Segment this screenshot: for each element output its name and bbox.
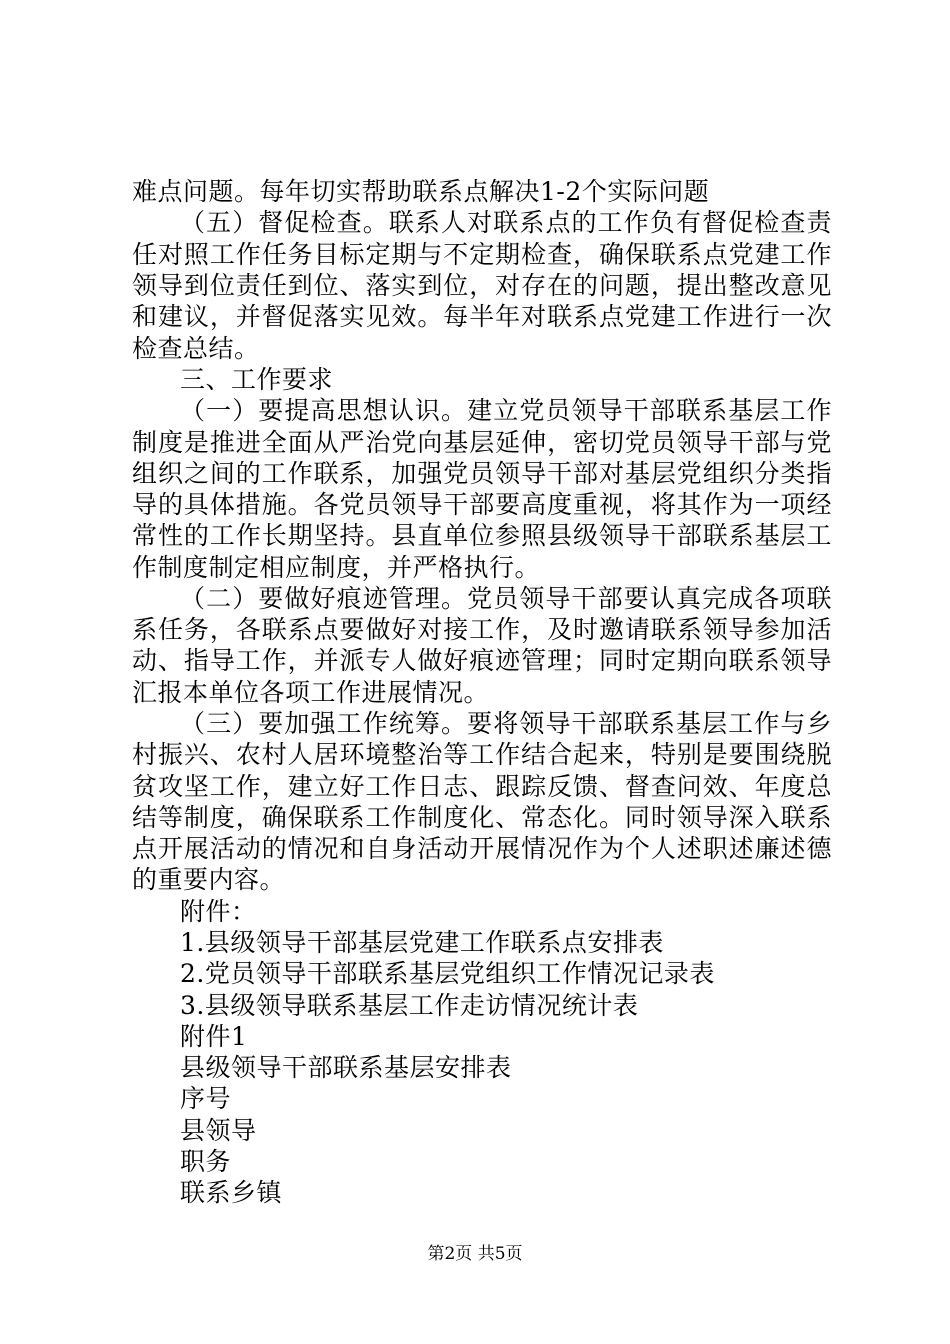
table-header-cell: 联系乡镇 xyxy=(180,1178,283,1207)
text-line: 和建议，并督促落实见效。每半年对联系点党建工作进行一次 xyxy=(132,302,832,331)
text-line: 作制度制定相应制度，并严格执行。 xyxy=(132,553,541,582)
attachment-item: 2.党员领导干部联系基层党组织工作情况记录表 xyxy=(180,959,715,988)
table-header-cell: 序号 xyxy=(180,1084,232,1113)
text-line: （二）要做好痕迹管理。党员领导干部要认真完成各项联 xyxy=(180,584,832,613)
text-line: 领导到位责任到位、落实到位，对存在的问题，提出整改意见 xyxy=(132,271,832,300)
attachment-item: 1.县级领导干部基层党建工作联系点安排表 xyxy=(180,928,664,957)
text-line: 点开展活动的情况和自身活动开展情况作为个人述职述廉述德 xyxy=(132,834,832,863)
text-line: 动、指导工作，并派专人做好痕迹管理；同时定期向联系领导 xyxy=(132,646,832,675)
text-line: 组织之间的工作联系，加强党员领导干部对基层党组织分类指 xyxy=(132,459,832,488)
text-line: 任对照工作任务目标定期与不定期检查，确保联系点党建工作 xyxy=(132,240,832,269)
text-line: 结等制度，确保联系工作制度化、常态化。同时领导深入联系 xyxy=(132,803,832,832)
table-header-cell: 职务 xyxy=(180,1147,232,1176)
text-line: （五）督促检查。联系人对联系点的工作负有督促检查责 xyxy=(180,208,832,237)
text-line: 常性的工作长期坚持。县直单位参照县级领导干部联系基层工 xyxy=(132,521,832,550)
text-line: 制度是推进全面从严治党向基层延伸，密切党员领导干部与党 xyxy=(132,428,832,457)
text-line: 难点问题。每年切实帮助联系点解决1-2个实际问题 xyxy=(132,177,710,206)
table-header-cell: 县领导 xyxy=(180,1116,257,1145)
text-line: 汇报本单位各项工作进展情况。 xyxy=(132,678,490,707)
attachment-label: 附件： xyxy=(180,897,257,926)
text-line: 的重要内容。 xyxy=(132,865,286,894)
text-line: （三）要加强工作统筹。要将领导干部联系基层工作与乡 xyxy=(180,709,832,738)
attachment-heading: 附件1 xyxy=(180,1022,248,1051)
text-line: 导的具体措施。各党员领导干部要高度重视，将其作为一项经 xyxy=(132,490,832,519)
attachment-item: 3.县级领导联系基层工作走访情况统计表 xyxy=(180,991,639,1020)
text-line: 村振兴、农村人居环境整治等工作结合起来，特别是要围绕脱 xyxy=(132,740,832,769)
text-line: 贫攻坚工作，建立好工作日志、跟踪反馈、督查问效、年度总 xyxy=(132,772,832,801)
text-line: （一）要提高思想认识。建立党员领导干部联系基层工作 xyxy=(180,396,832,425)
text-line: 系任务，各联系点要做好对接工作，及时邀请联系领导参加活 xyxy=(132,615,832,644)
text-line: 检查总结。 xyxy=(132,334,260,363)
table-title: 县级领导干部联系基层安排表 xyxy=(180,1053,512,1082)
page-footer: 第2页 共5页 xyxy=(427,1244,523,1264)
section-heading: 三、工作要求 xyxy=(180,365,334,394)
